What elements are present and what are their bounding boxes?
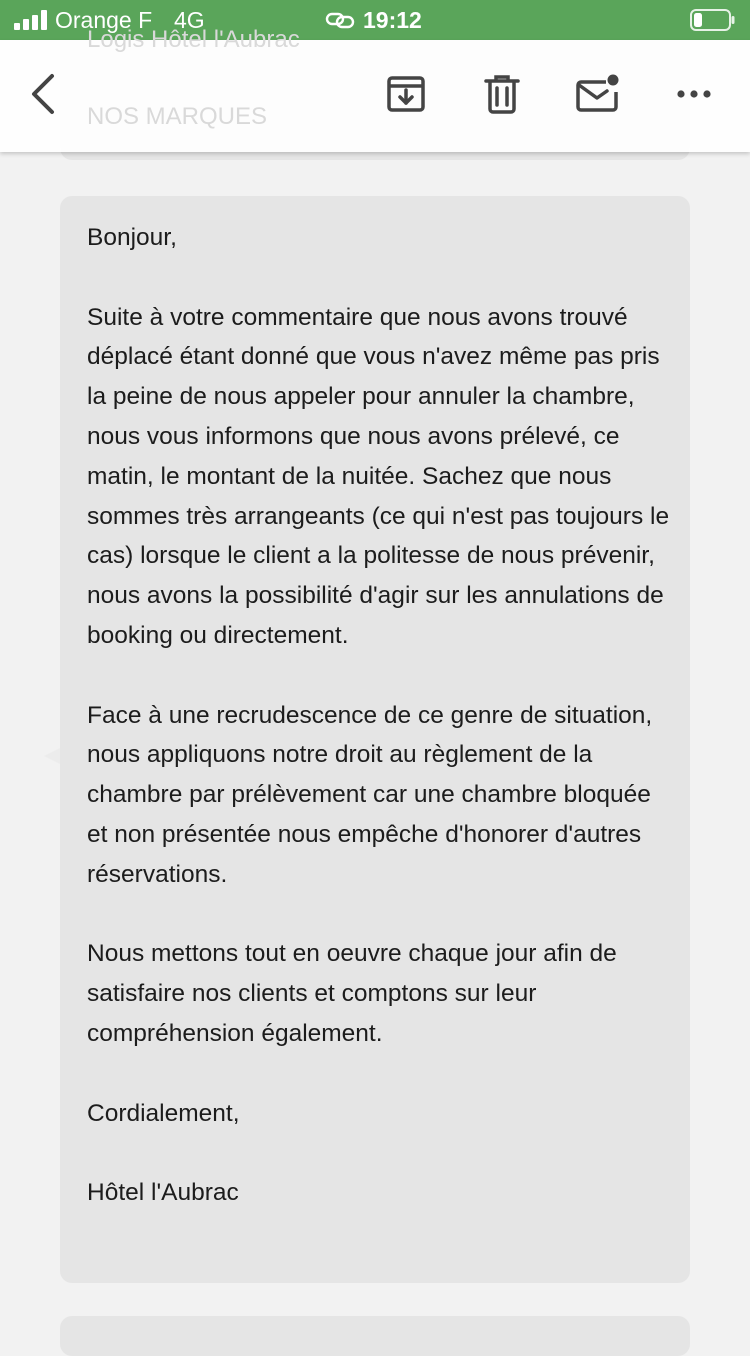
next-message-card[interactable]	[60, 1316, 690, 1356]
carrier-name: Orange F	[55, 7, 153, 33]
network-type: 4G	[174, 7, 205, 33]
message-closing: Cordialement,	[87, 1099, 240, 1127]
message-card[interactable]	[60, 196, 690, 1283]
battery-icon	[690, 9, 736, 31]
chevron-left-icon	[24, 70, 64, 118]
message-paragraph-2: Face à une recrudescence de ce genre de situation, nous appliquons notre droit au règlement de la chambre par prélèvement car une chambre bloquée et non présentée nous empêche d'honorer d'autres réservations.	[87, 701, 653, 888]
delete-button[interactable]	[470, 62, 534, 126]
back-button[interactable]	[12, 62, 76, 126]
message-tail	[44, 748, 60, 764]
ghost-brands-line: NOS MARQUES	[87, 103, 268, 130]
signal-bars-icon	[14, 10, 48, 30]
more-button[interactable]	[662, 62, 726, 126]
mark-unread-button[interactable]	[566, 62, 630, 126]
message-greeting: Bonjour,	[87, 224, 177, 251]
message-toolbar	[0, 26, 750, 152]
archive-button[interactable]	[374, 62, 438, 126]
ghost-sender-line: Logis Hôtel l'Aubrac	[87, 26, 300, 53]
trash-icon	[484, 74, 520, 114]
clock-time: 19:12	[363, 7, 422, 33]
message-paragraph-1: Suite à votre commentaire que nous avons trouvé déplacé étant donné que vous n'avez même pas pris la peine de nous appeler pour annuler la chambre, nous vous informons que nous avons prélevé, ce matin, le montant de la nuitée. Sachez que nous sommes très arrangeants (ce qui n'est pas toujours le cas) lorsque le client a la politesse de nous prévenir, nous avons la possibilité d'agir sur les annulations de booking ou directement.	[87, 303, 670, 649]
link-icon	[325, 8, 355, 32]
archive-icon	[386, 74, 426, 114]
message-signature: Hôtel l'Aubrac	[87, 1179, 239, 1207]
message-body	[87, 218, 677, 1213]
more-horizontal-icon	[676, 89, 712, 99]
mail-unread-icon	[576, 74, 620, 114]
message-paragraph-3: Nous mettons tout en oeuvre chaque jour afin de satisfaire nos clients et comptons sur leur compréhension également.	[87, 940, 617, 1047]
